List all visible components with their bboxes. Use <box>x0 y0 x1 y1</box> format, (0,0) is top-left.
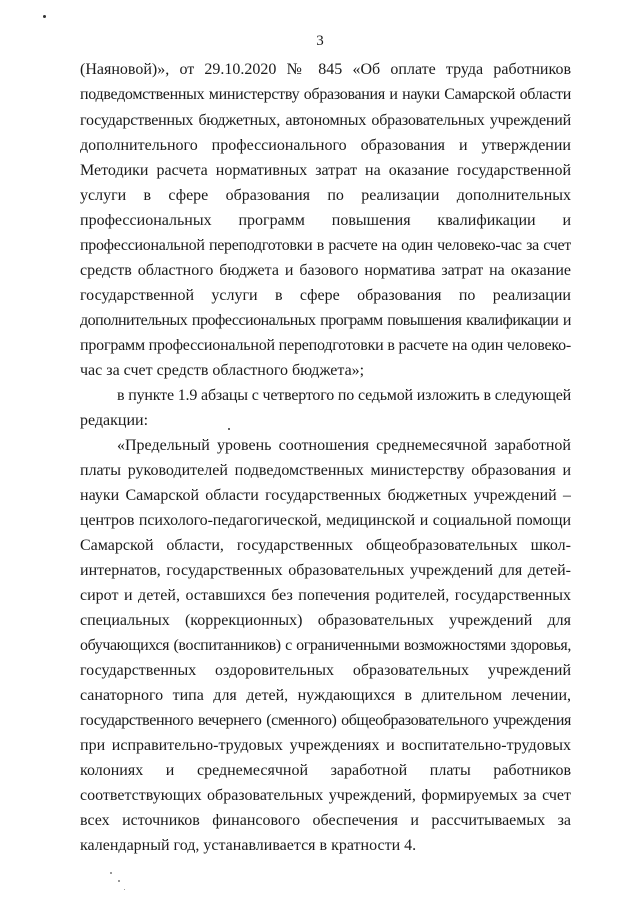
text-line: (Наяновой)», от 29.10.2020 № 845 «Об оплате труда работников <box>80 61 571 78</box>
text-line: санаторного типа для детей, нуждающихся в длительном лечении, <box>80 687 571 704</box>
text-line: редакции: <box>80 412 149 429</box>
text-line: платы руководителей подведомственных министерству образования и <box>80 462 571 479</box>
page-number: 3 <box>316 33 324 49</box>
text-line: средств областного бюджета и базового норматива затрат на оказание <box>80 262 571 279</box>
text-line: колониях и среднемесячной заработной платы работников <box>80 762 571 779</box>
text-line: программ профессиональной переподготовки в расчете на один человеко- <box>80 337 571 354</box>
text-line: при исправительно-трудовых учреждениях и воспитательно-трудовых <box>80 737 571 754</box>
text-line: всех источников финансового обеспечения и рассчитываемых за <box>80 812 571 829</box>
scan-speck <box>110 872 112 874</box>
text-line: профессиональной переподготовки в расчете на один человеко-час за счет <box>80 237 571 254</box>
text-line: сирот и детей, оставшихся без попечения родителей, государственных <box>80 587 571 604</box>
text-line: науки Самарской области государственных бюджетных учреждений – <box>80 487 571 504</box>
text-line: государственных оздоровительных образовательных учреждений <box>80 662 571 679</box>
scan-speck <box>43 15 46 18</box>
text-line: дополнительного профессионального образования и утверждении <box>80 137 571 154</box>
scan-speck <box>118 880 120 882</box>
text-line: государственной услуги в сфере образования по реализации <box>80 287 571 304</box>
text-line: специальных (коррекционных) образовательных учреждений для <box>80 612 571 629</box>
text-line: в пункте 1.9 абзацы с четвертого по седьмой изложить в следующей <box>117 387 571 404</box>
text-line: интернатов, государственных образовательных учреждений для детей- <box>80 562 571 579</box>
text-line: профессиональных программ повышения квалификации и <box>80 212 571 229</box>
text-line: Методики расчета нормативных затрат на оказание государственной <box>80 162 571 179</box>
text-line: дополнительных профессиональных программ повышения квалификации и <box>80 312 571 329</box>
text-line: час за счет средств областного бюджета»; <box>80 362 365 379</box>
text-line: центров психолого-педагогической, медицинской и социальной помощи <box>80 512 571 529</box>
text-line: услуги в сфере образования по реализации дополнительных <box>80 187 571 204</box>
text-line: государственных бюджетных, автономных образовательных учреждений <box>80 112 571 129</box>
scan-speck <box>124 889 125 890</box>
text-line: календарный год, устанавливается в кратности 4. <box>80 837 417 854</box>
text-line: государственного вечернего (сменного) общеобразовательного учреждения <box>80 712 571 729</box>
text-line: «Предельный уровень соотношения среднемесячной заработной <box>117 437 571 454</box>
text-line: соответствующих образовательных учреждений, формируемых за счет <box>80 787 571 804</box>
text-line: обучающихся (воспитанников) с ограниченными возможностями здоровья, <box>80 637 571 654</box>
text-line: Самарской области, государственных общеобразовательных школ- <box>80 537 571 554</box>
text-line: подведомственных министерству образования и науки Самарской области <box>80 86 571 103</box>
